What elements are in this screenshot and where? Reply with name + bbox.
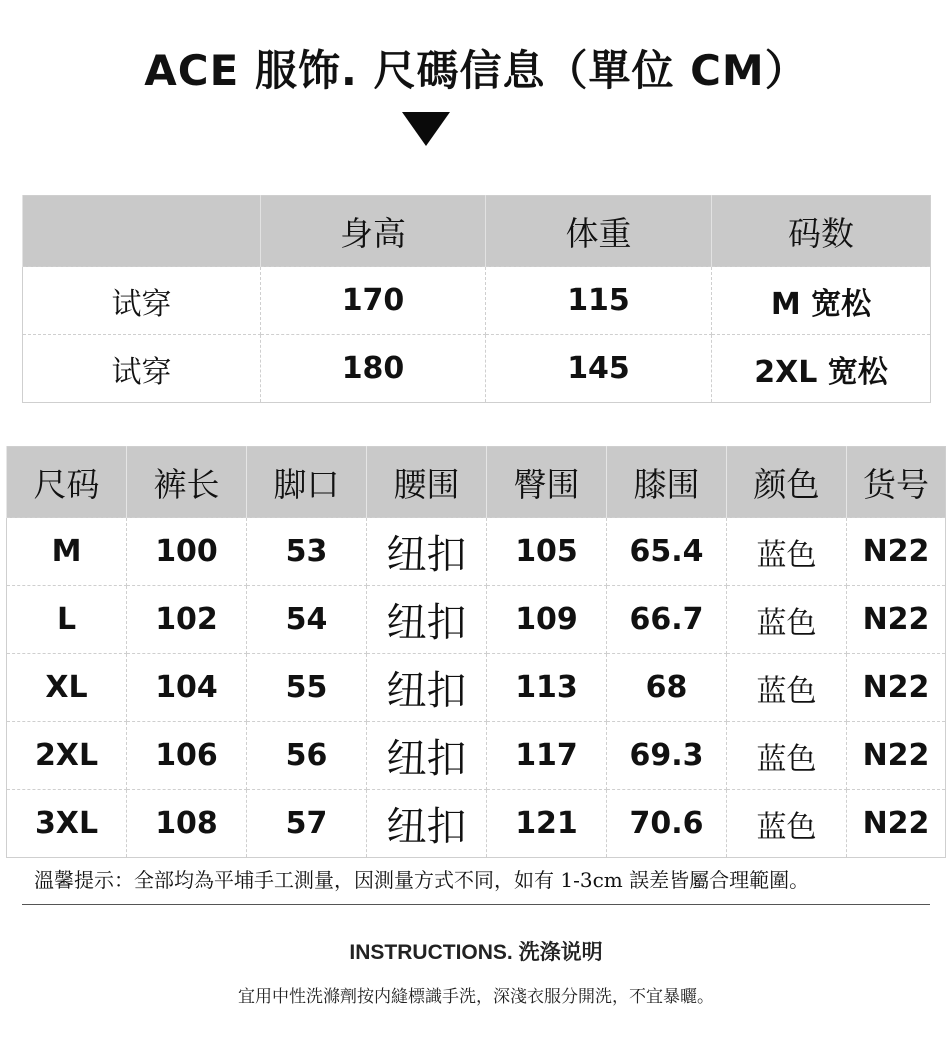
- page-title: ACE 服饰. 尺碼信息（單位 CM）: [144, 46, 808, 95]
- table-cell: 66.7: [607, 586, 727, 654]
- model-header-cell: 码数: [712, 196, 931, 267]
- size-header-cell: 腰围: [367, 447, 487, 518]
- table-cell: 109: [487, 586, 607, 654]
- table-cell: 蓝色: [727, 722, 847, 790]
- table-cell: 纽扣: [367, 790, 487, 858]
- measurement-note: 溫馨提示：全部均為平埔手工測量，因測量方式不同，如有 1-3cm 誤差皆屬合理範圍。: [34, 868, 810, 892]
- table-row: [23, 335, 931, 403]
- table-cell: 100: [127, 518, 247, 586]
- table-cell: 蓝色: [727, 654, 847, 722]
- size-chart-table: [6, 446, 946, 858]
- table-cell: 68: [607, 654, 727, 722]
- table-cell: 纽扣: [367, 586, 487, 654]
- table-cell: 170: [261, 267, 486, 335]
- table-cell: 试穿: [23, 267, 261, 335]
- table-cell: 102: [127, 586, 247, 654]
- table-cell: 108: [127, 790, 247, 858]
- table-cell: N22: [847, 654, 946, 722]
- model-header-cell: 身高: [261, 196, 486, 267]
- table-cell: 55: [247, 654, 367, 722]
- table-cell: 117: [487, 722, 607, 790]
- table-cell: 纽扣: [367, 722, 487, 790]
- size-header-cell: 膝围: [607, 447, 727, 518]
- table-cell: N22: [847, 790, 946, 858]
- table-cell: 121: [487, 790, 607, 858]
- table-cell: 53: [247, 518, 367, 586]
- table-cell: M 宽松: [712, 267, 931, 335]
- table-cell: 2XL 宽松: [712, 335, 931, 403]
- table-cell: 2XL: [7, 722, 127, 790]
- table-cell: 56: [247, 722, 367, 790]
- size-header-cell: 货号: [847, 447, 946, 518]
- table-cell: 69.3: [607, 722, 727, 790]
- table-cell: N22: [847, 518, 946, 586]
- table-cell: 180: [261, 335, 486, 403]
- instructions-title: INSTRUCTIONS. 洗涤说明: [349, 941, 603, 964]
- size-header-cell: 脚口: [247, 447, 367, 518]
- table-row: [7, 586, 946, 654]
- care-instructions: 宜用中性洗滌劑按内縫標識手洗，深淺衣服分開洗，不宜暴曬。: [238, 987, 714, 1007]
- size-header-cell: 尺码: [7, 447, 127, 518]
- size-header-cell: 颜色: [727, 447, 847, 518]
- model-header-cell: [23, 196, 261, 267]
- table-row: [23, 267, 931, 335]
- size-header-cell: 裤长: [127, 447, 247, 518]
- table-row: [7, 654, 946, 722]
- table-cell: 105: [487, 518, 607, 586]
- model-fit-table: [22, 195, 931, 403]
- table-cell: 54: [247, 586, 367, 654]
- table-cell: L: [7, 586, 127, 654]
- table-cell: 145: [486, 335, 712, 403]
- table-row: [7, 790, 946, 858]
- table-cell: 蓝色: [727, 586, 847, 654]
- table-cell: 65.4: [607, 518, 727, 586]
- table-cell: 104: [127, 654, 247, 722]
- table-cell: N22: [847, 722, 946, 790]
- table-cell: 纽扣: [367, 654, 487, 722]
- model-table-header-row: [23, 196, 931, 267]
- model-header-cell: 体重: [486, 196, 712, 267]
- table-cell: 70.6: [607, 790, 727, 858]
- table-cell: 纽扣: [367, 518, 487, 586]
- table-cell: 试穿: [23, 335, 261, 403]
- down-arrow-icon: [402, 112, 450, 146]
- divider: [22, 904, 930, 905]
- table-cell: 蓝色: [727, 518, 847, 586]
- table-cell: 蓝色: [727, 790, 847, 858]
- table-cell: 3XL: [7, 790, 127, 858]
- table-cell: M: [7, 518, 127, 586]
- table-cell: 57: [247, 790, 367, 858]
- table-row: [7, 722, 946, 790]
- table-row: [7, 518, 946, 586]
- size-header-cell: 臀围: [487, 447, 607, 518]
- size-table-header-row: [7, 447, 946, 518]
- table-cell: 113: [487, 654, 607, 722]
- table-cell: 106: [127, 722, 247, 790]
- table-cell: N22: [847, 586, 946, 654]
- table-cell: XL: [7, 654, 127, 722]
- table-cell: 115: [486, 267, 712, 335]
